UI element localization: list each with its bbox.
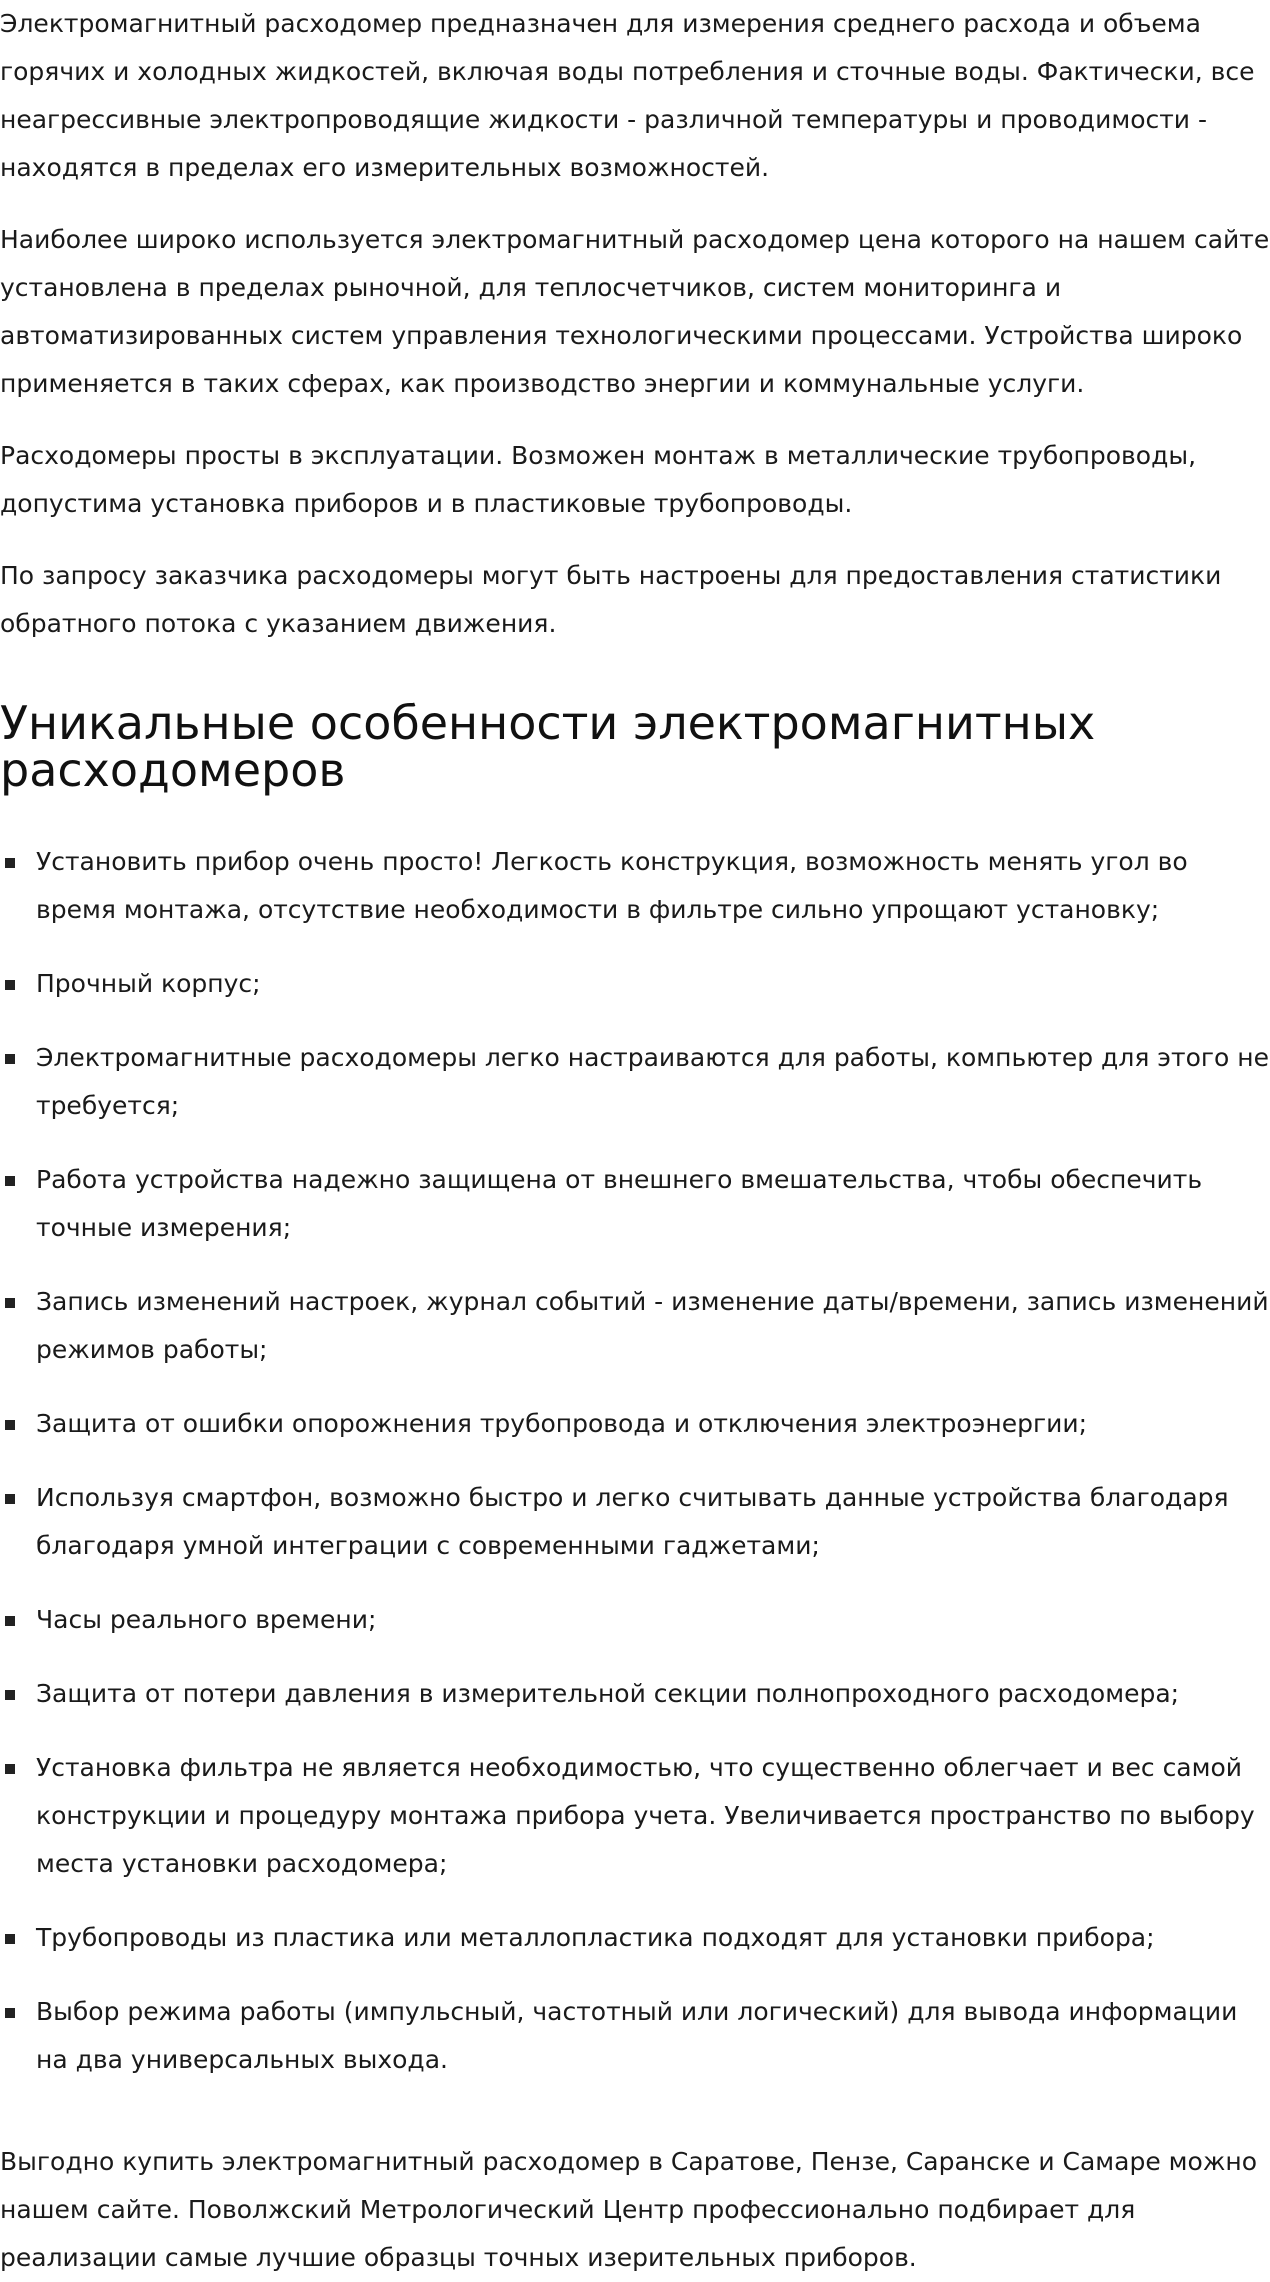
square-bullet-icon (5, 1298, 15, 1308)
feature-item (0, 1744, 1270, 1888)
square-bullet-icon (5, 858, 15, 868)
square-bullet-icon (5, 1054, 15, 1064)
square-bullet-icon (5, 2008, 15, 2018)
feature-text: Трубопроводы из пластика или металлопластика подходят для установки прибора; (36, 1923, 1155, 1952)
feature-item (0, 1596, 1270, 1644)
feature-item (0, 1156, 1270, 1252)
feature-text: Используя смартфон, возможно быстро и легко считывать данные устройства благодаря благодаря умной интеграции с современными гаджетами; (36, 1483, 1229, 1560)
intro-paragraph: По запросу заказчика расходомеры могут быть настроены для предоставления статистики обратного потока с указанием движения. (0, 561, 1222, 638)
feature-text: Установить прибор очень просто! Легкость конструкция, возможность менять угол во время монтажа, отсутствие необходимости в фильтре сильно упрощают установку; (36, 847, 1188, 924)
feature-item (0, 1670, 1270, 1718)
square-bullet-icon (5, 1616, 15, 1626)
feature-text: Установка фильтра не является необходимостью, что существенно облегчает и вес самой конструкции и процедуру монтажа прибора учета. Увеличивается пространство по выбору места установки расходомера; (36, 1753, 1255, 1878)
feature-item (0, 1400, 1270, 1448)
feature-item (0, 1278, 1270, 1374)
feature-text: Выбор режима работы (импульсный, частотный или логический) для вывода информации на два универсальных выхода. (36, 1997, 1238, 2074)
features-list (0, 838, 1270, 2084)
intro-paragraph: Электромагнитный расходомер предназначен для измерения среднего расхода и объема горячих и холодных жидкостей, включая воды потребления и сточные воды. Фактически, все неагрессивные электропроводящие жидкости - различной температуры и проводимости - находятся в пределах его измерительных возможностей. (0, 9, 1255, 182)
closing-paragraph: Выгодно купить электромагнитный расходомер в Саратове, Пензе, Саранске и Самаре можно нашем сайте. Поволжский Метрологический Центр профессионально подбирает для реализации самые лучшие образцы точных изерительных приборов. (0, 2147, 1257, 2272)
feature-item (0, 838, 1270, 934)
feature-item (0, 1474, 1270, 1570)
feature-text: Запись изменений настроек, журнал событий - изменение даты/времени, запись изменений режимов работы; (36, 1287, 1269, 1364)
section-heading: Уникальные особенности электромагнитных расходомеров (0, 696, 1096, 797)
feature-text: Работа устройства надежно защищена от внешнего вмешательства, чтобы обеспечить точные измерения; (36, 1165, 1203, 1242)
feature-text: Защита от ошибки опорожнения трубопровода и отключения электроэнергии; (36, 1409, 1088, 1438)
square-bullet-icon (5, 1494, 15, 1504)
square-bullet-icon (5, 1420, 15, 1430)
feature-item (0, 1914, 1270, 1962)
feature-item (0, 960, 1270, 1008)
square-bullet-icon (5, 1764, 15, 1774)
square-bullet-icon (5, 1176, 15, 1186)
square-bullet-icon (5, 1934, 15, 1944)
feature-text: Часы реального времени; (36, 1605, 377, 1634)
feature-text: Прочный корпус; (36, 969, 261, 998)
intro-paragraph: Расходомеры просты в эксплуатации. Возможен монтаж в металлические трубопроводы, допустима установка приборов и в пластиковые трубопроводы. (0, 441, 1197, 518)
feature-text: Защита от потери давления в измерительной секции полнопроходного расходомера; (36, 1679, 1180, 1708)
feature-item (0, 1988, 1270, 2084)
square-bullet-icon (5, 1690, 15, 1700)
feature-item (0, 1034, 1270, 1130)
feature-text: Электромагнитные расходомеры легко настраиваются для работы, компьютер для этого не требуется; (36, 1043, 1269, 1120)
intro-paragraph: Наиболее широко используется электромагнитный расходомер цена которого на нашем сайте установлена в пределах рыночной, для теплосчетчиков, систем мониторинга и автоматизированных систем управления технологическими процессами. Устройства широко применяется в таких сферах, как производство энергии и коммунальные услуги. (0, 225, 1270, 398)
square-bullet-icon (5, 980, 15, 990)
